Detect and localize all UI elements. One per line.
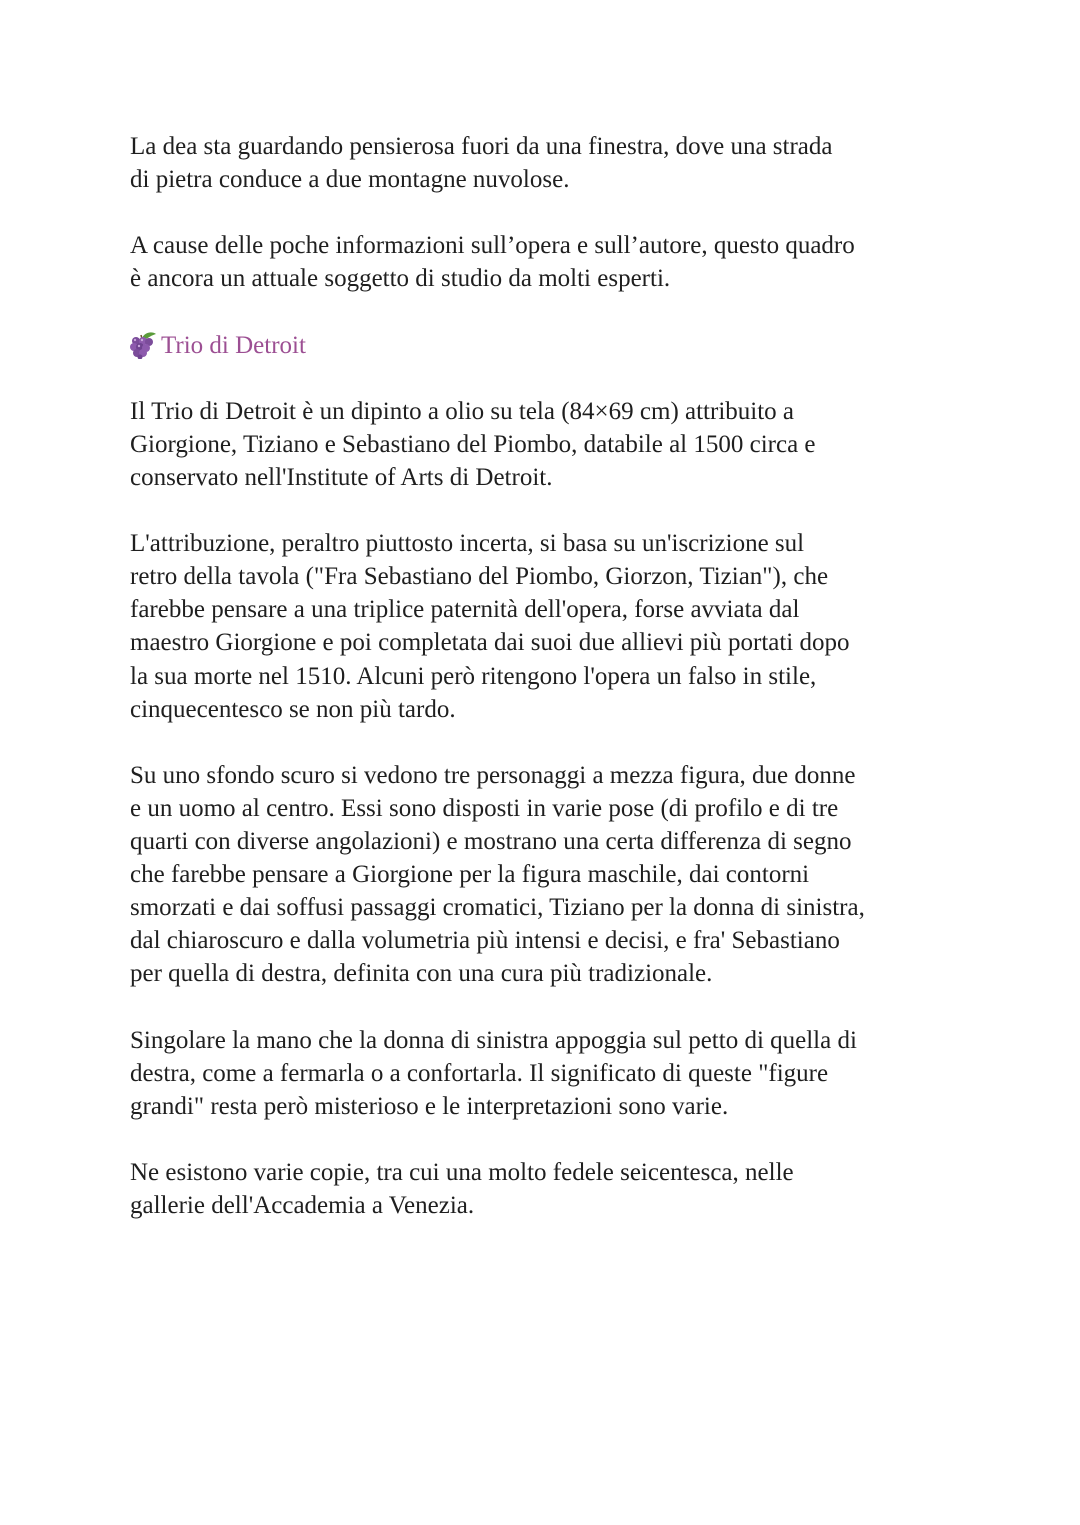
text-line: gallerie dell'Accademia a Venezia. <box>130 1192 475 1219</box>
text-line: farebbe pensare a una triplice paternità dell'opera, forse avviata dal <box>130 596 800 624</box>
text-line: che farebbe pensare a Giorgione per la figura maschile, dai contorni <box>130 861 810 889</box>
text-line: L'attribuzione, peraltro piuttosto incerta, si basa su un'iscrizione sul <box>130 530 805 558</box>
paragraph <box>130 1156 990 1222</box>
text-line: retro della tavola ("Fra Sebastiano del Piombo, Giorzon, Tizian"), che <box>130 563 829 591</box>
text-line: di pietra conduce a due montagne nuvolose. <box>130 166 570 194</box>
section-heading <box>130 329 990 362</box>
paragraph <box>130 130 990 196</box>
text-line: è ancora un attuale soggetto di studio da molti esperti. <box>130 265 671 293</box>
text-line: maestro Giorgione e poi completata dai suoi due allievi più portati dopo <box>130 629 850 657</box>
text-line: la sua morte nel 1510. Alcuni però ritengono l'opera un falso in stile, <box>130 662 817 690</box>
text-line: Singolare la mano che la donna di sinistra appoggia sul petto di quella di <box>130 1026 857 1054</box>
text-line: A cause delle poche informazioni sull’opera e sull’autore, questo quadro <box>130 232 855 260</box>
text-line: Il Trio di Detroit è un dipinto a olio su tela (84×69 cm) attribuito a <box>130 397 795 425</box>
text-line: grandi" resta però misterioso e le interpretazioni sono varie. <box>130 1092 729 1120</box>
text-line: per quella di destra, definita con una cura più tradizionale. <box>130 960 713 988</box>
text-line: quarti con diverse angolazioni) e mostrano una certa differenza di segno <box>130 827 852 855</box>
text-line: La dea sta guardando pensierosa fuori da una finestra, dove una strada <box>130 133 833 160</box>
grapes-icon <box>128 331 158 359</box>
document-body <box>130 130 990 1255</box>
section-title: Trio di Detroit <box>161 331 306 359</box>
paragraph <box>130 527 990 726</box>
text-line: smorzati e dai soffusi passaggi cromatici, Tiziano per la donna di sinistra, <box>130 894 865 922</box>
text-line: Giorgione, Tiziano e Sebastiano del Piombo, databile al 1500 circa e <box>130 430 816 458</box>
text-line: dal chiaroscuro e dalla volumetria più intensi e decisi, e fra' Sebastiano <box>130 927 840 955</box>
text-line: conservato nell'Institute of Arts di Detroit. <box>130 463 553 491</box>
paragraph <box>130 395 990 494</box>
text-line: Ne esistono varie copie, tra cui una molto fedele seicentesca, nelle <box>130 1158 794 1186</box>
text-line: Su uno sfondo scuro si vedono tre personaggi a mezza figura, due donne <box>130 761 856 789</box>
text-line: cinquecentesco se non più tardo. <box>130 695 456 723</box>
text-line: e un uomo al centro. Essi sono disposti in varie pose (di profilo e di tre <box>130 794 839 822</box>
paragraph <box>130 229 990 295</box>
paragraph <box>130 759 990 991</box>
paragraph <box>130 1024 990 1123</box>
text-line: destra, come a fermarla o a confortarla. Il significato di queste "figure <box>130 1059 829 1087</box>
